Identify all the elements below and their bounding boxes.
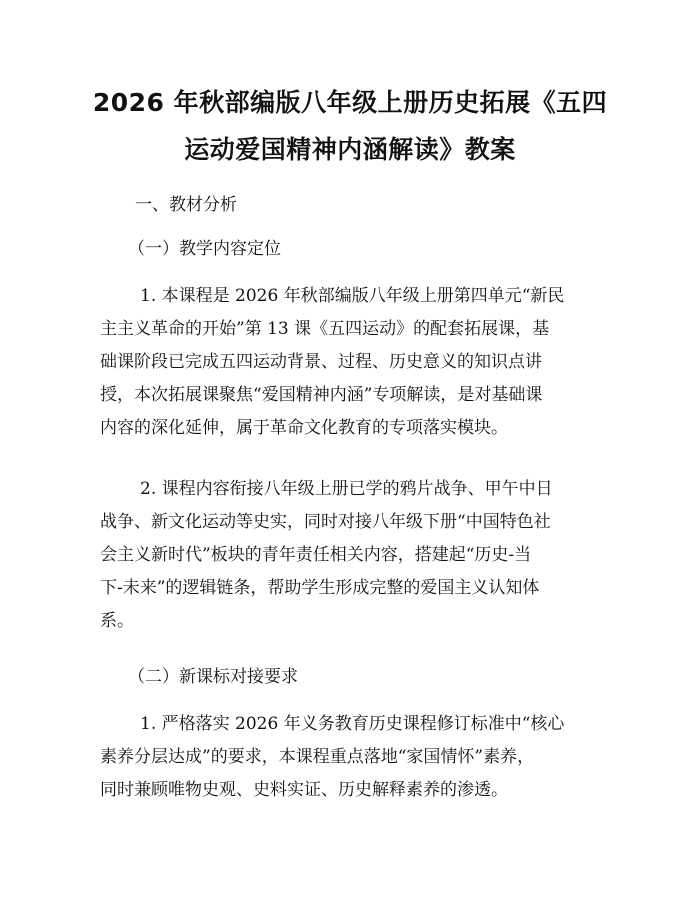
paragraph-curriculum-requirements [100, 708, 600, 807]
paragraph-line: 授，本次拓展课聚焦“爱国精神内涵”专项解读，是对基础课 [100, 385, 543, 405]
document-title-line-1: 2026 年秋部编版八年级上册历史拓展《五四 [92, 88, 608, 117]
paragraph-line: 1. 严格落实 2026 年义务教育历史课程修订标准中“核心 [140, 714, 565, 734]
paragraph-line: 础课阶段已完成五四运动背景、过程、历史意义的知识点讲 [100, 352, 542, 372]
paragraph-line: 2. 课程内容衔接八年级上册已学的鸦片战争、甲午中日 [140, 479, 553, 499]
section-heading-teaching-material-analysis: 一、教材分析 [135, 195, 237, 215]
paragraph-line: 同时兼顾唯物史观、史料实证、历史解释素养的渗透。 [100, 780, 508, 800]
paragraph-course-positioning [100, 280, 600, 445]
paragraph-content-connection [100, 473, 600, 638]
paragraph-line: 内容的深化延伸，属于革命文化教育的专项落实模块。 [100, 418, 508, 438]
paragraph-line: 下-未来”的逻辑链条，帮助学生形成完整的爱国主义认知体 [100, 578, 540, 598]
subsection-heading-curriculum-standards: （二）新课标对接要求 [128, 667, 298, 687]
paragraph-line: 会主义新时代”板块的青年责任相关内容，搭建起“历史-当 [100, 545, 532, 565]
paragraph-line: 战争、新文化运动等史实，同时对接八年级下册“中国特色社 [100, 512, 551, 532]
paragraph-line: 主主义革命的开始”第 13 课《五四运动》的配套拓展课，基 [100, 319, 550, 339]
subsection-heading-content-positioning: （一）教学内容定位 [128, 239, 281, 259]
paragraph-line: 系。 [100, 611, 134, 631]
paragraph-line: 素养分层达成”的要求，本课程重点落地“家国情怀”素养， [100, 747, 535, 767]
paragraph-line: 1. 本课程是 2026 年秋部编版八年级上册第四单元“新民 [140, 286, 565, 306]
document-title-line-2: 运动爱国精神内涵解读》教案 [184, 135, 516, 164]
